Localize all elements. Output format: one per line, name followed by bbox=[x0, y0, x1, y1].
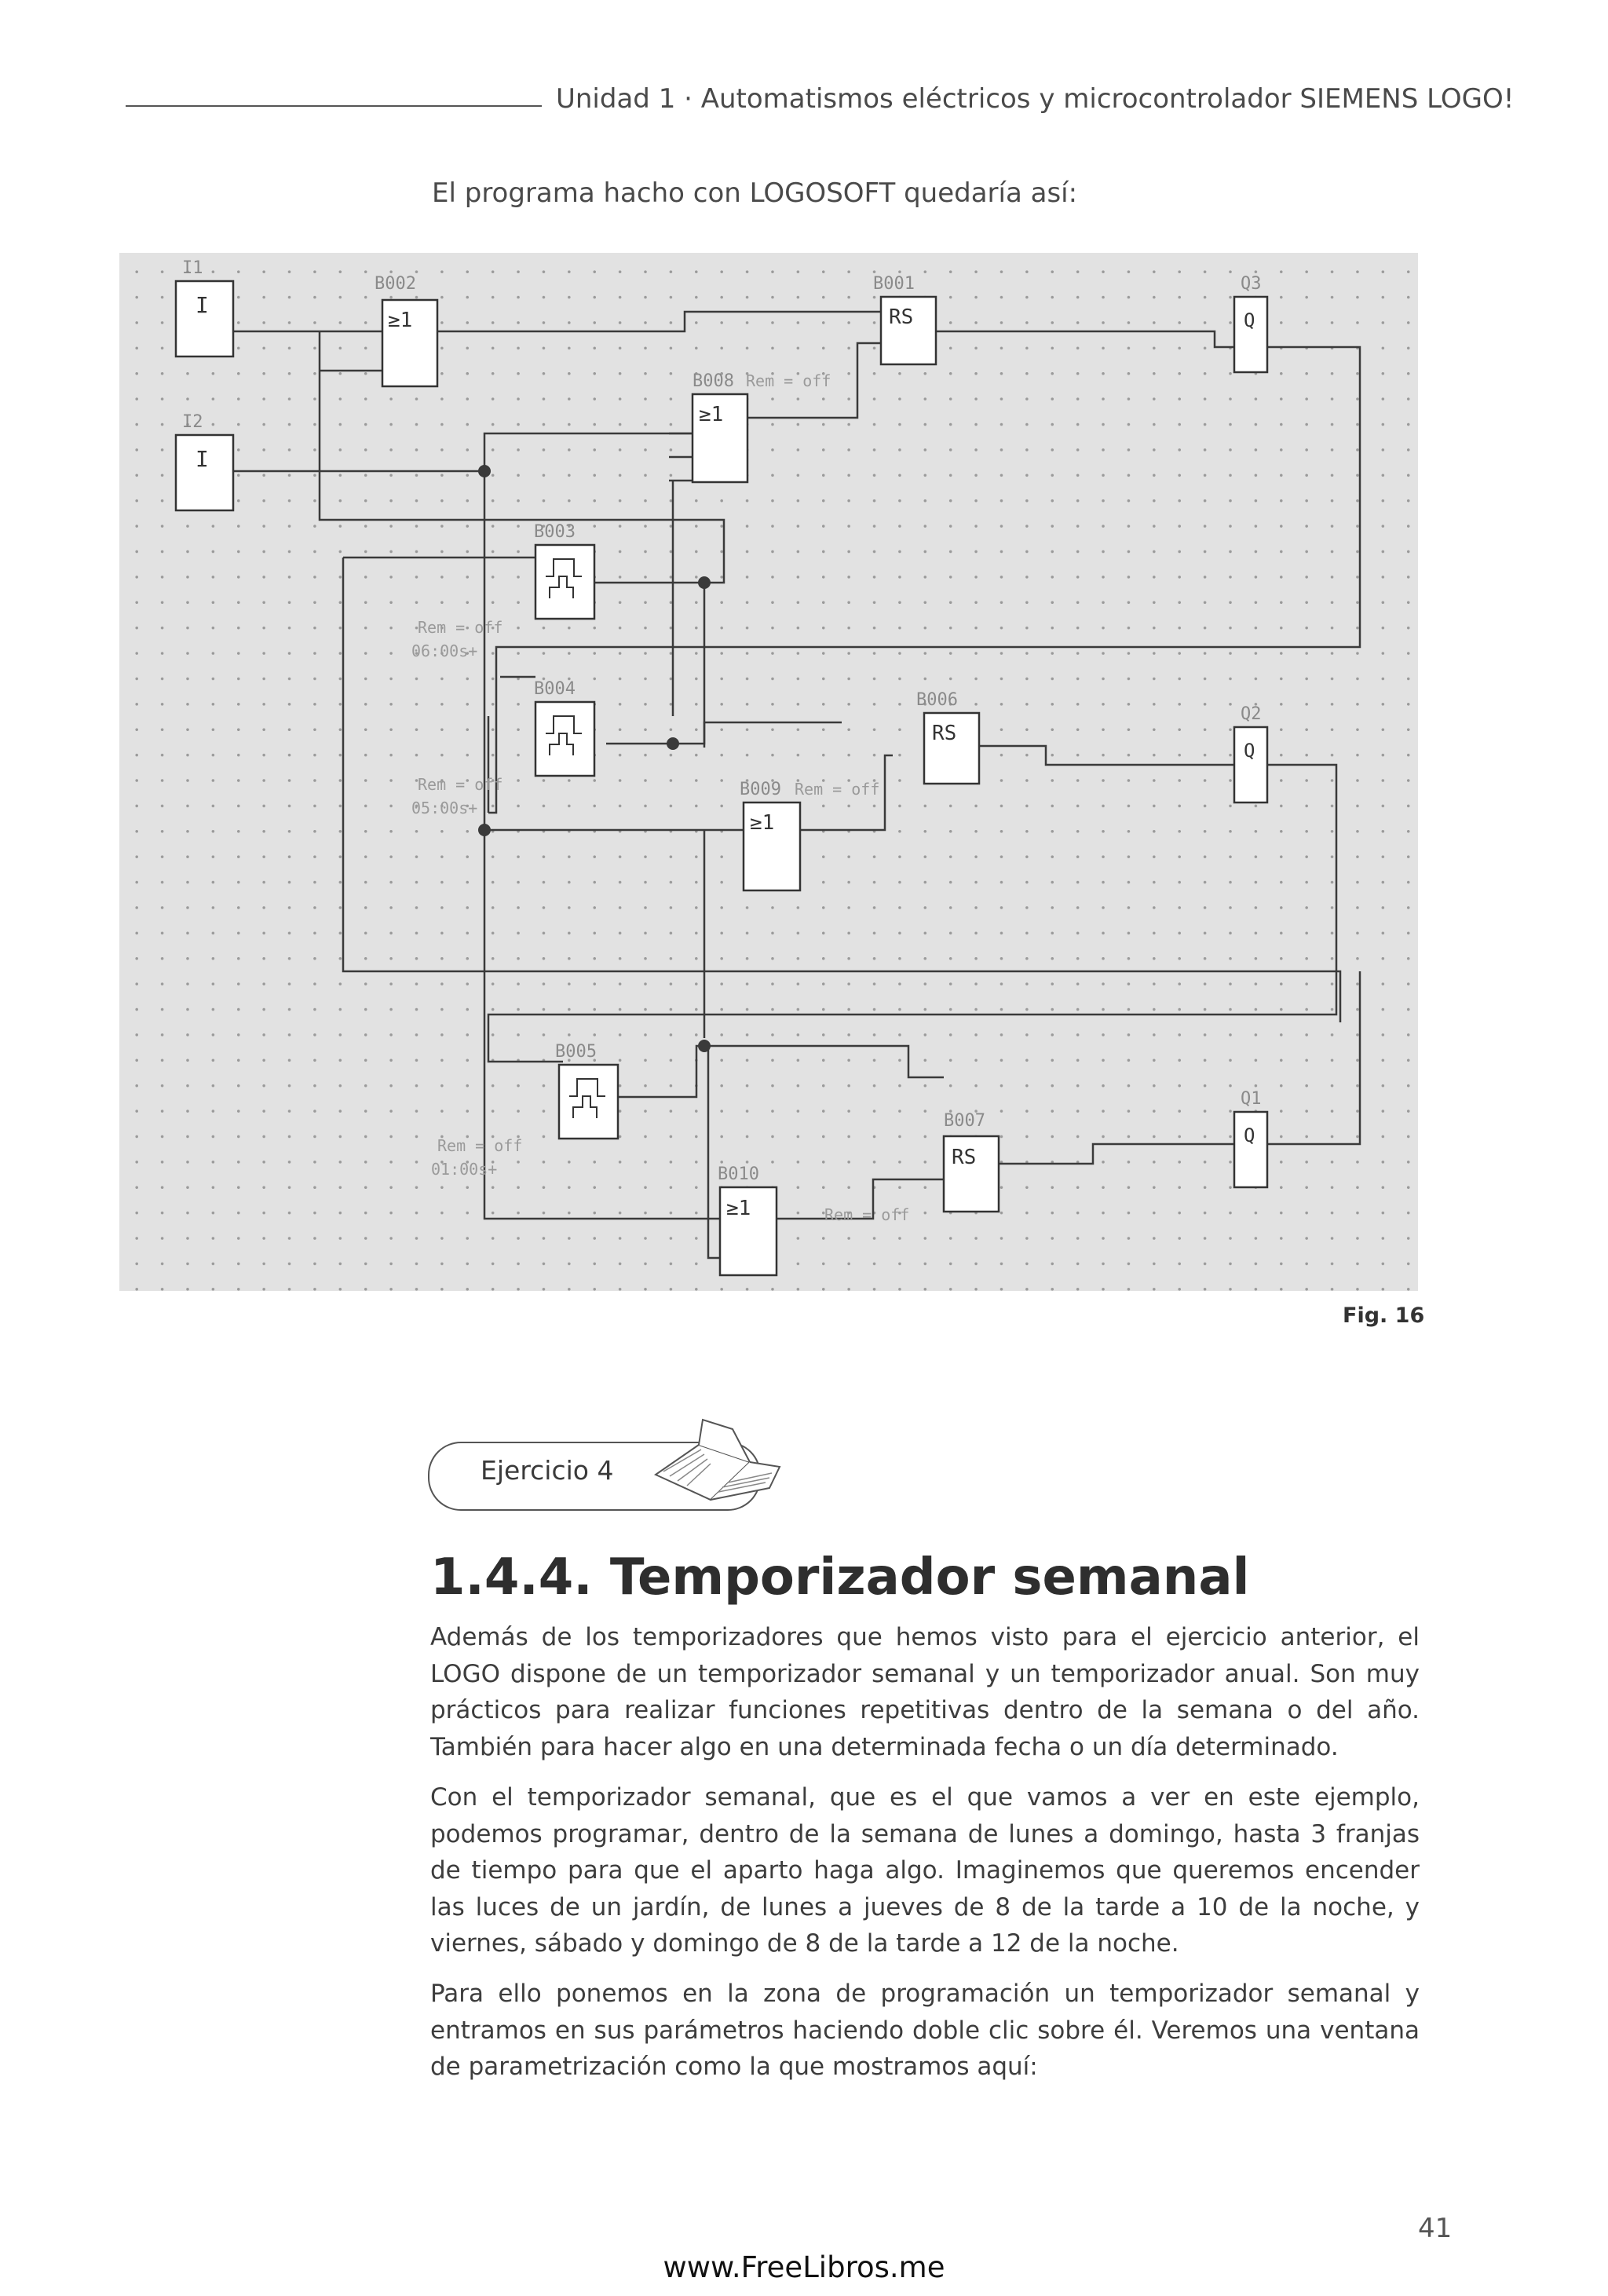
input-i1 bbox=[176, 258, 233, 356]
svg-text:B001: B001 bbox=[873, 274, 915, 294]
output-q1 bbox=[1234, 1089, 1267, 1187]
timer-block-b003 bbox=[411, 522, 594, 660]
svg-text:Rem = off: Rem = off bbox=[795, 780, 880, 799]
svg-text:I1: I1 bbox=[182, 258, 203, 278]
exercise-label: Ejercicio 4 bbox=[481, 1455, 614, 1486]
open-book-icon bbox=[640, 1413, 789, 1515]
svg-text:B010: B010 bbox=[718, 1164, 759, 1184]
svg-text:B006: B006 bbox=[916, 690, 958, 710]
svg-text:I2: I2 bbox=[182, 412, 203, 432]
svg-text:≥1: ≥1 bbox=[388, 309, 413, 332]
or-block-b009 bbox=[740, 780, 879, 890]
paragraph-2: Con el temporizador semanal, que es el que vamos a ver en este ejemplo, podemos programar, dentro de la semana de lunes a domingo, hasta 3 franjas de tiempo para que el aparto haga algo. Imaginemos que queremos encender las luces de un jardín, de lunes a jueves de 8 de la tarde a 10 de la noche, y viernes, sábado y domingo de 8 de la tarde a 12 de la noche. bbox=[430, 1783, 1420, 1958]
or-block-b008 bbox=[693, 371, 831, 482]
section-title: 1.4.4. Temporizador semanal bbox=[430, 1548, 1250, 1607]
page-number: 41 bbox=[1418, 2213, 1453, 2244]
svg-text:Q1: Q1 bbox=[1241, 1089, 1262, 1109]
svg-text:Rem = off: Rem = off bbox=[746, 371, 831, 390]
or-block-b002 bbox=[375, 274, 437, 386]
output-q3 bbox=[1234, 274, 1267, 372]
output-q2 bbox=[1234, 704, 1267, 803]
paragraph-3: Para ello ponemos en la zona de programación un temporizador semanal y entramos en sus parámetros haciendo doble clic sobre él. Veremos una ventana de parametrización como la que mostramos aquí: bbox=[430, 1980, 1420, 2081]
running-header: Unidad 1 · Automatismos eléctricos y microcontrolador SIEMENS LOGO! bbox=[556, 83, 1515, 115]
svg-text:B002: B002 bbox=[375, 274, 416, 294]
footer-url[interactable]: www.FreeLibros.me bbox=[663, 2250, 945, 2284]
svg-text:I: I bbox=[196, 292, 209, 318]
svg-text:B009: B009 bbox=[740, 780, 781, 799]
input-i2 bbox=[176, 412, 233, 510]
or-block-b010 bbox=[718, 1164, 777, 1275]
paragraph-1: Además de los temporizadores que hemos visto para el ejercicio anterior, el LOGO dispone de un temporizador semanal y un temporizador anual. Son muy prácticos para realizar funciones repetitivas dentro de la semana o del año. También para hacer algo en una determinada fecha o un día determinado. bbox=[430, 1623, 1420, 1761]
svg-text:Rem = off: Rem = off bbox=[418, 775, 503, 794]
figure-caption: Fig. 16 bbox=[1343, 1303, 1425, 1328]
svg-text:B007: B007 bbox=[944, 1111, 985, 1131]
svg-text:B003: B003 bbox=[534, 522, 576, 542]
svg-text:05:00s+: 05:00s+ bbox=[411, 799, 478, 817]
svg-text:≥1: ≥1 bbox=[750, 811, 775, 835]
header-rule bbox=[126, 105, 542, 107]
svg-text:RS: RS bbox=[932, 722, 957, 745]
svg-text:Q3: Q3 bbox=[1241, 274, 1262, 294]
svg-text:Q2: Q2 bbox=[1241, 704, 1262, 724]
svg-text:Rem = off: Rem = off bbox=[824, 1205, 910, 1224]
svg-text:B004: B004 bbox=[534, 679, 576, 699]
svg-text:RS: RS bbox=[889, 305, 914, 329]
svg-text:I: I bbox=[196, 446, 209, 472]
timer-block-b004 bbox=[411, 679, 594, 817]
svg-text:Q: Q bbox=[1244, 309, 1255, 331]
rs-block-b007 bbox=[824, 1111, 999, 1224]
svg-text:B008: B008 bbox=[693, 371, 734, 391]
rs-block-b001 bbox=[873, 274, 936, 364]
svg-text:≥1: ≥1 bbox=[726, 1197, 751, 1220]
svg-text:≥1: ≥1 bbox=[699, 403, 724, 426]
svg-text:01:00s+: 01:00s+ bbox=[431, 1160, 498, 1179]
svg-text:Rem = off: Rem = off bbox=[418, 618, 503, 637]
svg-text:Q: Q bbox=[1244, 1124, 1255, 1146]
svg-text:B005: B005 bbox=[555, 1042, 597, 1062]
logo-program-diagram bbox=[119, 253, 1418, 1291]
svg-text:Q: Q bbox=[1244, 740, 1255, 762]
svg-text:06:00s+: 06:00s+ bbox=[411, 642, 478, 660]
svg-text:RS: RS bbox=[952, 1146, 977, 1169]
svg-text:Rem = off: Rem = off bbox=[437, 1136, 523, 1155]
rs-block-b006 bbox=[916, 690, 979, 784]
intro-text: El programa hacho con LOGOSOFT quedaría así: bbox=[432, 177, 1078, 209]
